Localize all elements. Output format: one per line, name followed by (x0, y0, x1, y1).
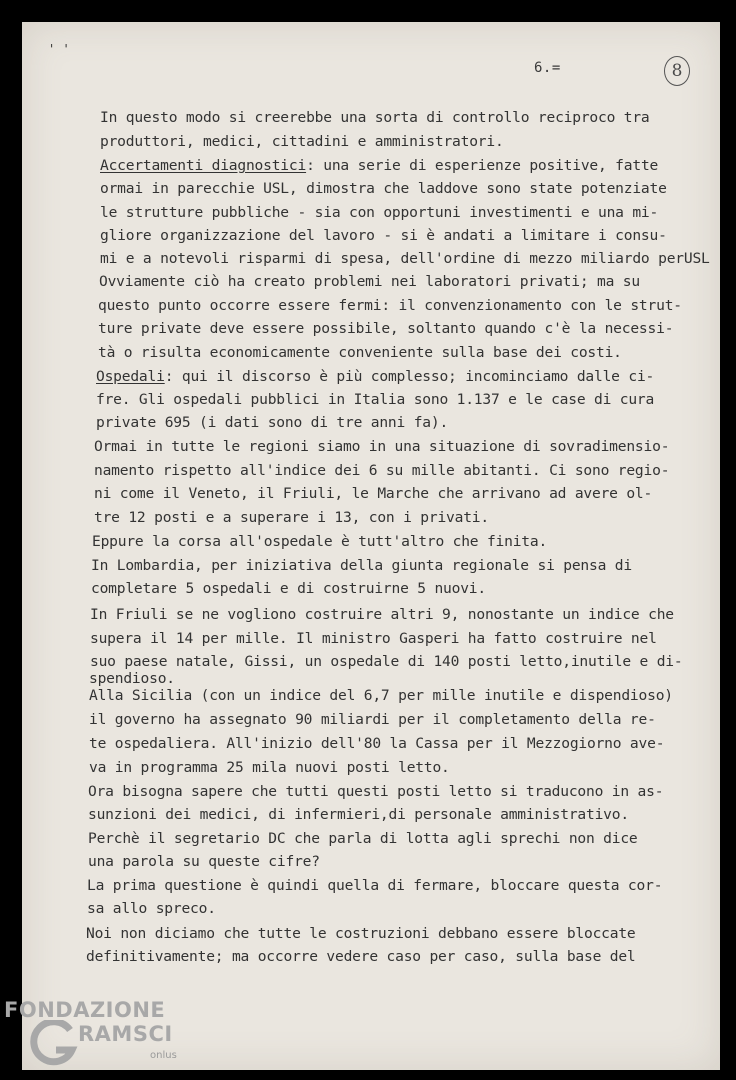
text-line: definitivamente; ma occorre vedere caso per caso, sulla base del (86, 948, 636, 965)
text-line: mi e a notevoli risparmi di spesa, dell'ordine di mezzo miliardo perUSL (100, 250, 710, 267)
watermark-suffix: onlus (150, 1050, 177, 1061)
text-line: Alla Sicilia (con un indice del 6,7 per mille inutile e dispendioso) (89, 687, 673, 704)
text-line: ormai in parecchie USL, dimostra che laddove sono state potenziate (100, 180, 667, 197)
text-line (96, 368, 654, 385)
watermark-line2: RAMSCI (78, 1022, 173, 1046)
text-line: tà o risulta economicamente conveniente sulla base dei costi. (98, 344, 622, 361)
section-heading-ospedali: Ospedali (96, 368, 165, 385)
text-line: In Friuli se ne vogliono costruire altri 9, nonostante un indice che (90, 606, 674, 623)
text-line: Ovviamente ciò ha creato problemi nei laboratori privati; ma su (99, 273, 640, 290)
text-line: tre 12 posti e a superare i 13, con i privati. (94, 509, 489, 526)
text-line: ture private deve essere possibile, soltanto quando c'è la necessi- (98, 320, 674, 337)
text-line: Noi non diciamo che tutte le costruzioni debbano essere bloccate (86, 925, 636, 942)
watermark-g-glyph-icon (30, 1020, 78, 1068)
text-line: fre. Gli ospedali pubblici in Italia sono 1.137 e le case di cura (96, 391, 655, 408)
section-heading-accertamenti: Accertamenti diagnostici (100, 157, 307, 174)
circled-page-number: 8 (664, 56, 690, 86)
text-line: In Lombardia, per iniziativa della giunta regionale si pensa di (91, 557, 632, 574)
text-line: va in programma 25 mila nuovi posti letto. (89, 759, 450, 776)
page-number: 6.= (534, 60, 561, 76)
text-line: Eppure la corsa all'ospedale è tutt'altro che finita. (92, 533, 548, 550)
text-line: una parola su queste cifre? (88, 853, 320, 870)
text-line: il governo ha assegnato 90 miliardi per il completamento della re- (89, 711, 656, 728)
watermark-line1: FONDAZIONE (4, 998, 166, 1022)
text-line: Perchè il segretario DC che parla di lotta agli sprechi non dice (88, 830, 638, 847)
text-line: La prima questione è quindi quella di fermare, bloccare questa cor- (87, 877, 663, 894)
text-span: : qui il discorso è più complesso; incominciamo dalle ci- (164, 368, 655, 385)
text-line: sa allo spreco. (87, 900, 216, 917)
text-line: completare 5 ospedali e di costruirne 5 nuovi. (91, 580, 486, 597)
text-line: Ormai in tutte le regioni siamo in una situazione di sovradimensio- (94, 438, 670, 455)
text-line: Ora bisogna sapere che tutti questi posti letto si traducono in as- (88, 783, 664, 800)
text-line: produttori, medici, cittadini e amministratori. (100, 133, 504, 150)
corner-mark: ' ' (48, 42, 70, 56)
text-line: sunzioni dei medici, di infermieri,di personale amministrativo. (88, 806, 629, 823)
text-line: In questo modo si creerebbe una sorta di controllo reciproco tra (100, 109, 650, 126)
watermark-logo (4, 998, 204, 1078)
text-line: private 695 (i dati sono di tre anni fa). (96, 414, 449, 431)
text-line: questo punto occorre essere fermi: il convenzionamento con le strut- (98, 297, 682, 314)
text-span: : una serie di esperienze positive, fatte (306, 157, 659, 174)
text-line: gliore organizzazione del lavoro - si è andati a limitare i consu- (100, 227, 667, 244)
text-line: namento rispetto all'indice dei 6 su mille abitanti. Ci sono regio- (94, 462, 670, 479)
text-line: te ospedaliera. All'inizio dell'80 la Cassa per il Mezzogiorno ave- (89, 735, 665, 752)
text-line: spendioso. (89, 670, 175, 687)
text-line: le strutture pubbliche - sia con opportuni investimenti e una mi- (100, 204, 659, 221)
text-line: supera il 14 per mille. Il ministro Gasperi ha fatto costruire nel (90, 630, 657, 647)
text-line: suo paese natale, Gissi, un ospedale di 140 posti letto,inutile e di- (90, 653, 683, 670)
text-line (100, 157, 658, 174)
text-line: ni come il Veneto, il Friuli, le Marche che arrivano ad avere ol- (94, 485, 653, 502)
